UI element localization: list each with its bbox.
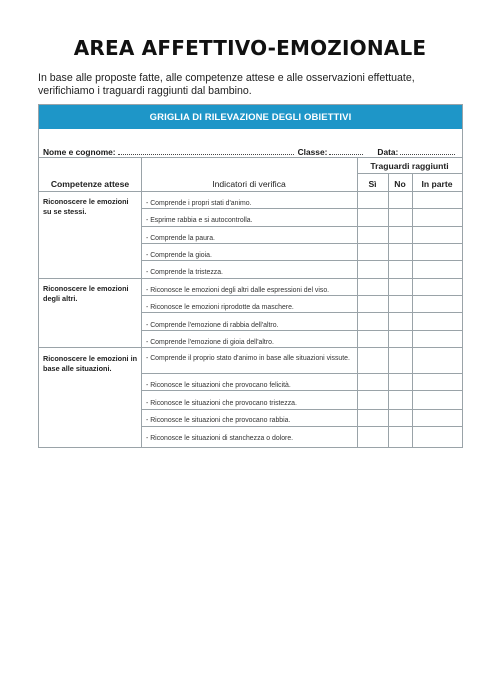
indicatore-row: - Esprime rabbia e si autocontrolla.: [146, 217, 253, 224]
date-label: Data:: [377, 147, 399, 157]
grid-banner: GRIGLIA DI RILEVAZIONE DEGLI OBIETTIVI: [39, 105, 462, 129]
traguardi-divider: [357, 173, 462, 174]
header-competenze: Competenze attese: [50, 179, 130, 189]
intro-text: In base alle proposte fatte, alle competenze attese e alle osservazioni effettuate, verifichiamo i traguardi raggiunti dal bambino.: [38, 72, 415, 97]
name-field[interactable]: [118, 146, 294, 155]
indicatore-row: - Comprende l'emozione di rabbia dell'altro.: [146, 322, 279, 329]
indicatore-row: - Riconosce le situazioni che provocano tristezza.: [146, 400, 297, 407]
row-line: [141, 390, 462, 391]
row-line: [141, 330, 462, 331]
indicatore-row: - Comprende la paura.: [146, 235, 215, 242]
row-line: [141, 426, 462, 427]
header-top-line: [39, 157, 462, 158]
row-line: [141, 312, 462, 313]
row-line: [141, 295, 462, 296]
col-divider-1: [141, 157, 142, 448]
indicatore-row: - Riconosce le emozioni degli altri dalle espressioni del viso.: [146, 287, 330, 294]
indicatore-row: - Comprende l'emozione di gioia dell'altro.: [146, 339, 274, 346]
header-in-parte: In parte: [421, 179, 453, 189]
indicatore-row: - Riconosce le situazioni di stanchezza o dolore.: [146, 435, 294, 442]
row-line: [141, 208, 462, 209]
competenza-2: Riconoscere le emozioni degli altri.: [43, 284, 129, 303]
col-divider-3: [388, 173, 389, 448]
page-title: AREA AFFETTIVO-EMOZIONALE: [73, 36, 427, 60]
row-line: [141, 409, 462, 410]
date-field[interactable]: [400, 146, 455, 155]
competenza-3: Riconoscere le emozioni in base alle situazioni.: [43, 354, 138, 373]
name-label: Nome e cognome:: [43, 147, 116, 157]
indicatore-row: - Riconosce le situazioni che provocano rabbia.: [146, 417, 291, 424]
header-indicatori: Indicatori di verifica: [212, 179, 286, 189]
header-traguardi: Traguardi raggiunti: [370, 161, 449, 171]
class-field[interactable]: [329, 146, 363, 155]
class-label: Classe:: [297, 147, 328, 157]
row-line: [141, 260, 462, 261]
row-line: [141, 226, 462, 227]
col-divider-2: [357, 157, 358, 448]
objectives-grid: [38, 104, 463, 448]
competenza-1: Riconoscere le emozioni su se stessi.: [43, 197, 129, 216]
col-divider-4: [412, 173, 413, 448]
row-line: [141, 243, 462, 244]
row-line: [141, 373, 462, 374]
student-info-row: [43, 146, 459, 157]
header-no: No: [394, 179, 406, 189]
indicatore-row: - Comprende i propri stati d'animo.: [146, 200, 252, 207]
indicatore-row: - Riconosce le emozioni riprodotte da maschere.: [146, 304, 294, 311]
header-bottom-line: [39, 191, 462, 192]
header-si: Sì: [368, 179, 377, 189]
section-line: [39, 278, 462, 279]
indicatore-row: - Comprende la tristezza.: [146, 269, 223, 276]
indicatore-row: - Comprende il proprio stato d'animo in base alle situazioni vissute.: [146, 355, 350, 362]
indicatore-row: - Riconosce le situazioni che provocano felicità.: [146, 382, 291, 389]
section-line: [39, 347, 462, 348]
indicatore-row: - Comprende la gioia.: [146, 252, 212, 259]
